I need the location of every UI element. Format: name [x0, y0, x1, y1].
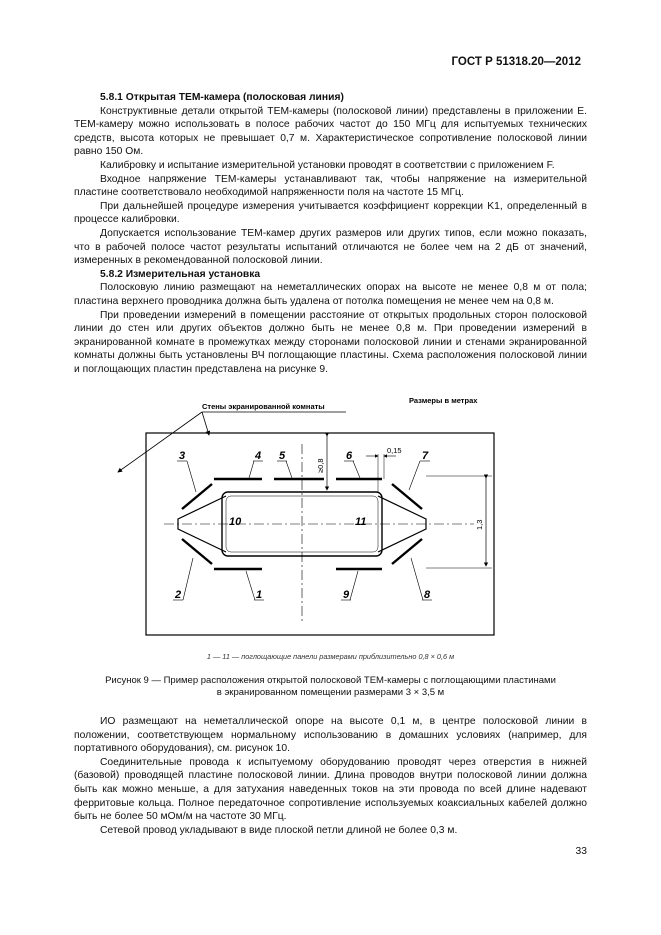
label-8: 8	[424, 589, 431, 601]
paragraph: Соединительные провода к испытуемому оборудованию проводят через отверстия в нижней (базовой) проводящей пластине полосковой линии. Длина проводов внутри полосковой линии должна быть как можно меньше, а для затухания наведенных токов на эти провода по всей длине надевают ферритовые кольца. Полное передаточное сопротивление используемых коаксиальных кабелей должно быть не более 50 мОм/м на частоте 30 МГц.	[74, 756, 587, 823]
page-number: 33	[575, 846, 587, 857]
paragraph: При проведении измерений в помещении расстояние от открытых продольных сторон полосковой линии до стен или других объектов должно быть не менее 0,8 м. При проведении измерений в экранированной комнате в промежутках между сторонами полосковой линии и стенами экранированной комнаты должны быть установлены ВЧ поглощающие пластины. Схема расположения полосковой линии и поглощающих пластин представлена на рисунке 9.	[74, 309, 587, 375]
figure-9	[74, 386, 587, 646]
section-heading: 5.8.2 Измерительная установка	[100, 268, 261, 280]
figure-legend: 1 — 11 — поглощающие панели размерами приблизительно 0,8 × 0,6 м	[206, 652, 455, 661]
paragraph: Полосковую линию размещают на неметаллических опорах на высоте не менее 0,8 м от пола; пластина верхнего проводника должна быть удалена от потолка помещения не менее чем на 0,8 м.	[74, 282, 587, 307]
paragraph: Сетевой провод укладывают в виде плоской петли длиной не более 0,3 м.	[100, 824, 458, 836]
dim-gap-label: 0,15	[387, 446, 402, 455]
paragraph: Допускается использование ТЕМ-камер других размеров или других типов, если можно показать, что в рабочей полосе частот результаты испытаний отличаются не более чем на 2 дБ от значений, измеренных в рекомендованной полосковой линии.	[74, 227, 587, 267]
document-header: ГОСТ Р 51318.20—2012	[451, 56, 581, 68]
paragraph: ИО размещают на неметаллической опоре на высоте 0,1 м, в центре полосковой линии в положении, соответствующем нормальному использованию в домашних условиях (например, для портативного оборудования), см. рисунок 10.	[74, 716, 587, 755]
label-10: 10	[229, 516, 242, 528]
figure-caption	[74, 675, 587, 699]
label-5: 5	[279, 450, 286, 462]
label-9: 9	[343, 589, 350, 601]
section-heading: 5.8.1 Открытая ТЕМ-камера (полосковая линия)	[100, 92, 344, 103]
paragraph: Конструктивные детали открытой ТЕМ-камеры (полосковой линии) представлены в приложении Е. ТЕМ-камеру можно использовать в полосе рабочих частот до 150 МГц для испытуемых технических средств, высота которых не превышает 0,7 м. Характеристическое сопротивление полосковой линии равно 150 Ом.	[74, 105, 587, 158]
stripline-diagram	[74, 386, 587, 646]
label-4: 4	[255, 450, 262, 462]
dim-side-label: 1,3	[475, 519, 484, 530]
walls-leader-1	[118, 412, 202, 472]
paragraph: Входное напряжение ТЕМ-камеры устанавливают так, чтобы напряжение на измерительной пластине соответствовало необходимой напряженности поля на частоте 15 МГц.	[74, 173, 587, 199]
walls-leader-2	[202, 412, 209, 435]
walls-label: Стены экранированной комнаты	[202, 402, 325, 411]
label-11: 11	[355, 516, 367, 528]
label-7: 7	[422, 450, 429, 462]
body-text-2	[74, 715, 587, 837]
caption-line: в экранированном помещении размерами 3 × 3,5 м	[216, 687, 445, 698]
body-text	[74, 91, 587, 376]
dim-top-label: ≥0,8	[316, 458, 325, 473]
label-1: 1	[256, 589, 263, 601]
label-2: 2	[175, 589, 182, 601]
paragraph: При дальнейшей процедуре измерения учитывается коэффициент коррекции K1, определенный в процессе калибровки.	[74, 200, 587, 226]
label-3: 3	[179, 450, 186, 462]
paragraph: Калибровку и испытание измерительной установки проводят в соответствии с приложением F.	[100, 159, 555, 171]
units-label: Размеры в метрах	[409, 396, 478, 405]
label-6: 6	[346, 450, 353, 462]
caption-line: Рисунок 9 — Пример расположения открытой полосковой ТЕМ-камеры с поглощающими пластинами	[105, 675, 556, 686]
